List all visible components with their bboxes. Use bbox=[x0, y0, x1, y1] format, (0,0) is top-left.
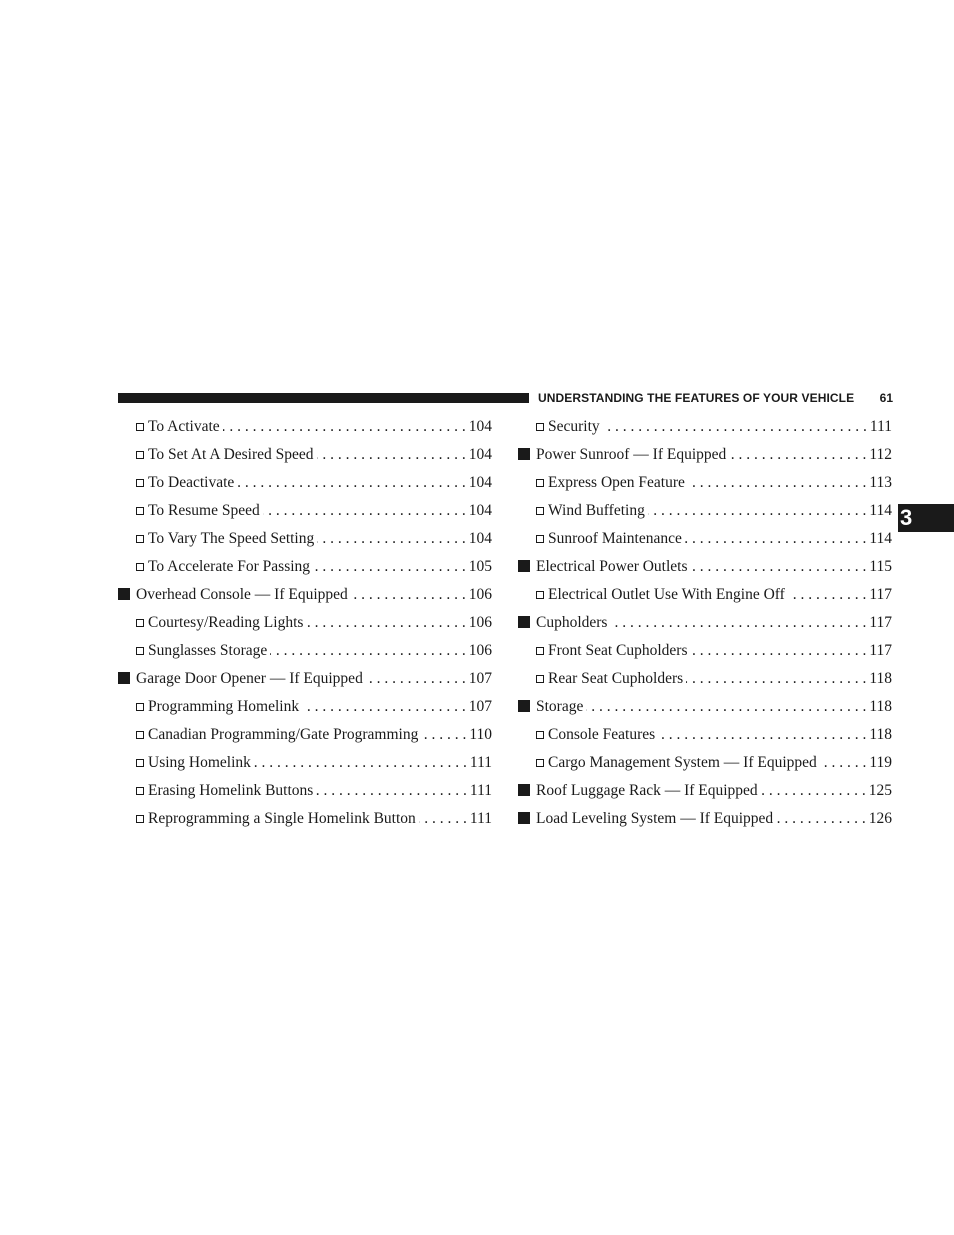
hollow-square-bullet-icon bbox=[136, 479, 144, 487]
hollow-square-bullet-icon bbox=[136, 815, 144, 823]
toc-entry-page: 117 bbox=[869, 614, 892, 631]
dot-leader bbox=[788, 581, 866, 609]
toc-entry-page: 110 bbox=[469, 726, 492, 743]
dot-leader bbox=[263, 497, 466, 525]
dot-leader bbox=[776, 805, 866, 833]
toc-entry-page: 107 bbox=[468, 670, 492, 687]
toc-subentry bbox=[518, 525, 892, 553]
dot-leader bbox=[306, 609, 465, 637]
toc-entry-page: 104 bbox=[468, 474, 492, 491]
toc-entry-label: Programming Homelink bbox=[148, 698, 300, 715]
toc-entry-label: Garage Door Opener — If Equipped bbox=[136, 670, 363, 687]
toc-entry-label: Load Leveling System — If Equipped bbox=[536, 810, 774, 827]
dot-leader bbox=[419, 805, 467, 833]
hollow-square-bullet-icon bbox=[536, 675, 544, 683]
toc-entry-label: Electrical Outlet Use With Engine Off bbox=[548, 586, 785, 603]
toc-entry-label: Console Features bbox=[548, 726, 656, 743]
toc-entry-label: To Set At A Desired Speed bbox=[148, 446, 314, 463]
toc-subentry bbox=[118, 749, 492, 777]
dot-leader bbox=[691, 553, 867, 581]
toc-subentry bbox=[118, 693, 492, 721]
header-rule bbox=[118, 393, 529, 403]
toc-subentry bbox=[118, 637, 492, 665]
toc-subentry bbox=[518, 637, 892, 665]
hollow-square-bullet-icon bbox=[536, 759, 544, 767]
toc-subentry bbox=[518, 721, 892, 749]
filled-square-bullet-icon bbox=[518, 448, 530, 460]
toc-subentry bbox=[518, 469, 892, 497]
toc-subentry bbox=[118, 413, 492, 441]
toc-entry-page: 104 bbox=[468, 418, 492, 435]
toc-entry-label: Overhead Console — If Equipped bbox=[136, 586, 348, 603]
hollow-square-bullet-icon bbox=[136, 535, 144, 543]
toc-entry-page: 118 bbox=[869, 726, 892, 743]
hollow-square-bullet-icon bbox=[536, 507, 544, 515]
dot-leader bbox=[223, 413, 466, 441]
dot-leader bbox=[658, 721, 866, 749]
toc-entry bbox=[118, 581, 492, 609]
toc-entry-page: 126 bbox=[868, 810, 892, 827]
toc-entry-page: 106 bbox=[468, 586, 492, 603]
toc-entry-label: Wind Buffeting bbox=[548, 502, 645, 519]
hollow-square-bullet-icon bbox=[536, 423, 544, 431]
toc-entry-page: 104 bbox=[468, 502, 492, 519]
toc-entry-page: 115 bbox=[869, 558, 892, 575]
toc-entry-label: Electrical Power Outlets bbox=[536, 558, 688, 575]
toc-entry-page: 107 bbox=[468, 698, 492, 715]
toc-subentry bbox=[518, 413, 892, 441]
toc-entry-page: 111 bbox=[869, 418, 892, 435]
toc-subentry bbox=[518, 665, 892, 693]
dot-leader bbox=[820, 749, 867, 777]
toc-entry-page: 106 bbox=[468, 614, 492, 631]
filled-square-bullet-icon bbox=[518, 700, 530, 712]
toc-entry bbox=[518, 441, 892, 469]
toc-entry-label: Reprogramming a Single Homelink Button bbox=[148, 810, 416, 827]
dot-leader bbox=[603, 413, 867, 441]
toc-entry-page: 105 bbox=[468, 558, 492, 575]
filled-square-bullet-icon bbox=[518, 616, 530, 628]
toc-entry-label: To Accelerate For Passing bbox=[148, 558, 311, 575]
toc-entry bbox=[118, 665, 492, 693]
toc-entry-label: Express Open Feature bbox=[548, 474, 685, 491]
toc-subentry bbox=[518, 581, 892, 609]
dot-leader bbox=[237, 469, 465, 497]
toc-entry-label: Using Homelink bbox=[148, 754, 251, 771]
toc-subentry bbox=[518, 749, 892, 777]
hollow-square-bullet-icon bbox=[536, 591, 544, 599]
toc-entry-page: 104 bbox=[468, 446, 492, 463]
toc-entry-label: Erasing Homelink Buttons bbox=[148, 782, 314, 799]
toc-entry-page: 117 bbox=[869, 586, 892, 603]
toc-entry-label: Rear Seat Cupholders bbox=[548, 670, 684, 687]
toc-entry-page: 118 bbox=[869, 698, 892, 715]
dot-leader bbox=[351, 581, 466, 609]
hollow-square-bullet-icon bbox=[136, 619, 144, 627]
toc-entry bbox=[518, 805, 892, 833]
toc-entry-page: 113 bbox=[869, 474, 892, 491]
hollow-square-bullet-icon bbox=[136, 451, 144, 459]
hollow-square-bullet-icon bbox=[136, 787, 144, 795]
toc-entry-page: 117 bbox=[869, 642, 892, 659]
toc-entry-label: Front Seat Cupholders bbox=[548, 642, 688, 659]
toc-entry-page: 114 bbox=[869, 502, 892, 519]
toc-subentry bbox=[118, 469, 492, 497]
dot-leader bbox=[366, 665, 466, 693]
toc-entry-label: Sunroof Maintenance bbox=[548, 530, 682, 547]
toc-entry-label: Sunglasses Storage bbox=[148, 642, 268, 659]
toc-entry-page: 119 bbox=[869, 754, 892, 771]
dot-leader bbox=[685, 525, 866, 553]
hollow-square-bullet-icon bbox=[136, 731, 144, 739]
toc-subentry bbox=[118, 777, 492, 805]
hollow-square-bullet-icon bbox=[136, 647, 144, 655]
dot-leader bbox=[648, 497, 866, 525]
toc-entry-label: Roof Luggage Rack — If Equipped bbox=[536, 782, 758, 799]
filled-square-bullet-icon bbox=[118, 588, 130, 600]
toc-subentry bbox=[118, 441, 492, 469]
toc-subentry bbox=[118, 805, 492, 833]
filled-square-bullet-icon bbox=[518, 784, 530, 796]
toc-entry-label: Security bbox=[548, 418, 600, 435]
toc-subentry bbox=[518, 497, 892, 525]
dot-leader bbox=[313, 553, 466, 581]
hollow-square-bullet-icon bbox=[136, 563, 144, 571]
dot-leader bbox=[317, 441, 466, 469]
toc-entry-page: 104 bbox=[468, 530, 492, 547]
toc-entry-page: 125 bbox=[868, 782, 892, 799]
toc-entry bbox=[518, 609, 892, 637]
toc-entry-label: To Vary The Speed Setting bbox=[148, 530, 315, 547]
toc-entry bbox=[518, 693, 892, 721]
toc-entry-label: Cargo Management System — If Equipped bbox=[548, 754, 817, 771]
toc-entry-page: 106 bbox=[468, 642, 492, 659]
dot-leader bbox=[302, 693, 466, 721]
dot-leader bbox=[316, 777, 467, 805]
hollow-square-bullet-icon bbox=[536, 731, 544, 739]
hollow-square-bullet-icon bbox=[536, 535, 544, 543]
toc-entry-page: 111 bbox=[469, 810, 492, 827]
dot-leader bbox=[729, 441, 866, 469]
hollow-square-bullet-icon bbox=[136, 423, 144, 431]
toc-entry-label: To Activate bbox=[148, 418, 220, 435]
dot-leader bbox=[270, 637, 465, 665]
toc-entry-page: 111 bbox=[469, 782, 492, 799]
toc-entry-label: To Resume Speed bbox=[148, 502, 260, 519]
filled-square-bullet-icon bbox=[518, 812, 530, 824]
dot-leader bbox=[586, 693, 866, 721]
toc-entry-page: 112 bbox=[869, 446, 892, 463]
toc-subentry bbox=[118, 721, 492, 749]
toc-entry-page: 118 bbox=[869, 670, 892, 687]
dot-leader bbox=[421, 721, 466, 749]
dot-leader bbox=[761, 777, 866, 805]
chapter-tab: 3 bbox=[898, 504, 954, 532]
toc-entry-label: Power Sunroof — If Equipped bbox=[536, 446, 727, 463]
toc-entry-label: To Deactivate bbox=[148, 474, 235, 491]
page-number: 61 bbox=[879, 391, 893, 405]
hollow-square-bullet-icon bbox=[136, 507, 144, 515]
toc-entry-label: Courtesy/Reading Lights bbox=[148, 614, 304, 631]
toc-subentry bbox=[118, 525, 492, 553]
dot-leader bbox=[688, 469, 866, 497]
dot-leader bbox=[317, 525, 466, 553]
toc-subentry bbox=[118, 609, 492, 637]
filled-square-bullet-icon bbox=[118, 672, 130, 684]
dot-leader bbox=[686, 665, 866, 693]
toc-entry-label: Storage bbox=[536, 698, 584, 715]
toc-entry-label: Canadian Programming/Gate Programming bbox=[148, 726, 419, 743]
dot-leader bbox=[254, 749, 467, 777]
dot-leader bbox=[691, 637, 867, 665]
hollow-square-bullet-icon bbox=[136, 703, 144, 711]
hollow-square-bullet-icon bbox=[536, 479, 544, 487]
filled-square-bullet-icon bbox=[518, 560, 530, 572]
toc-column-left bbox=[118, 413, 492, 833]
toc-subentry bbox=[118, 497, 492, 525]
hollow-square-bullet-icon bbox=[536, 647, 544, 655]
toc-entry bbox=[518, 777, 892, 805]
toc-subentry bbox=[118, 553, 492, 581]
dot-leader bbox=[610, 609, 866, 637]
toc-column-right bbox=[518, 413, 892, 833]
toc-entry bbox=[518, 553, 892, 581]
toc-entry-page: 114 bbox=[869, 530, 892, 547]
toc-entry-label: Cupholders bbox=[536, 614, 608, 631]
toc-entry-page: 111 bbox=[469, 754, 492, 771]
hollow-square-bullet-icon bbox=[136, 759, 144, 767]
page-header-title: UNDERSTANDING THE FEATURES OF YOUR VEHICLE bbox=[538, 391, 855, 405]
